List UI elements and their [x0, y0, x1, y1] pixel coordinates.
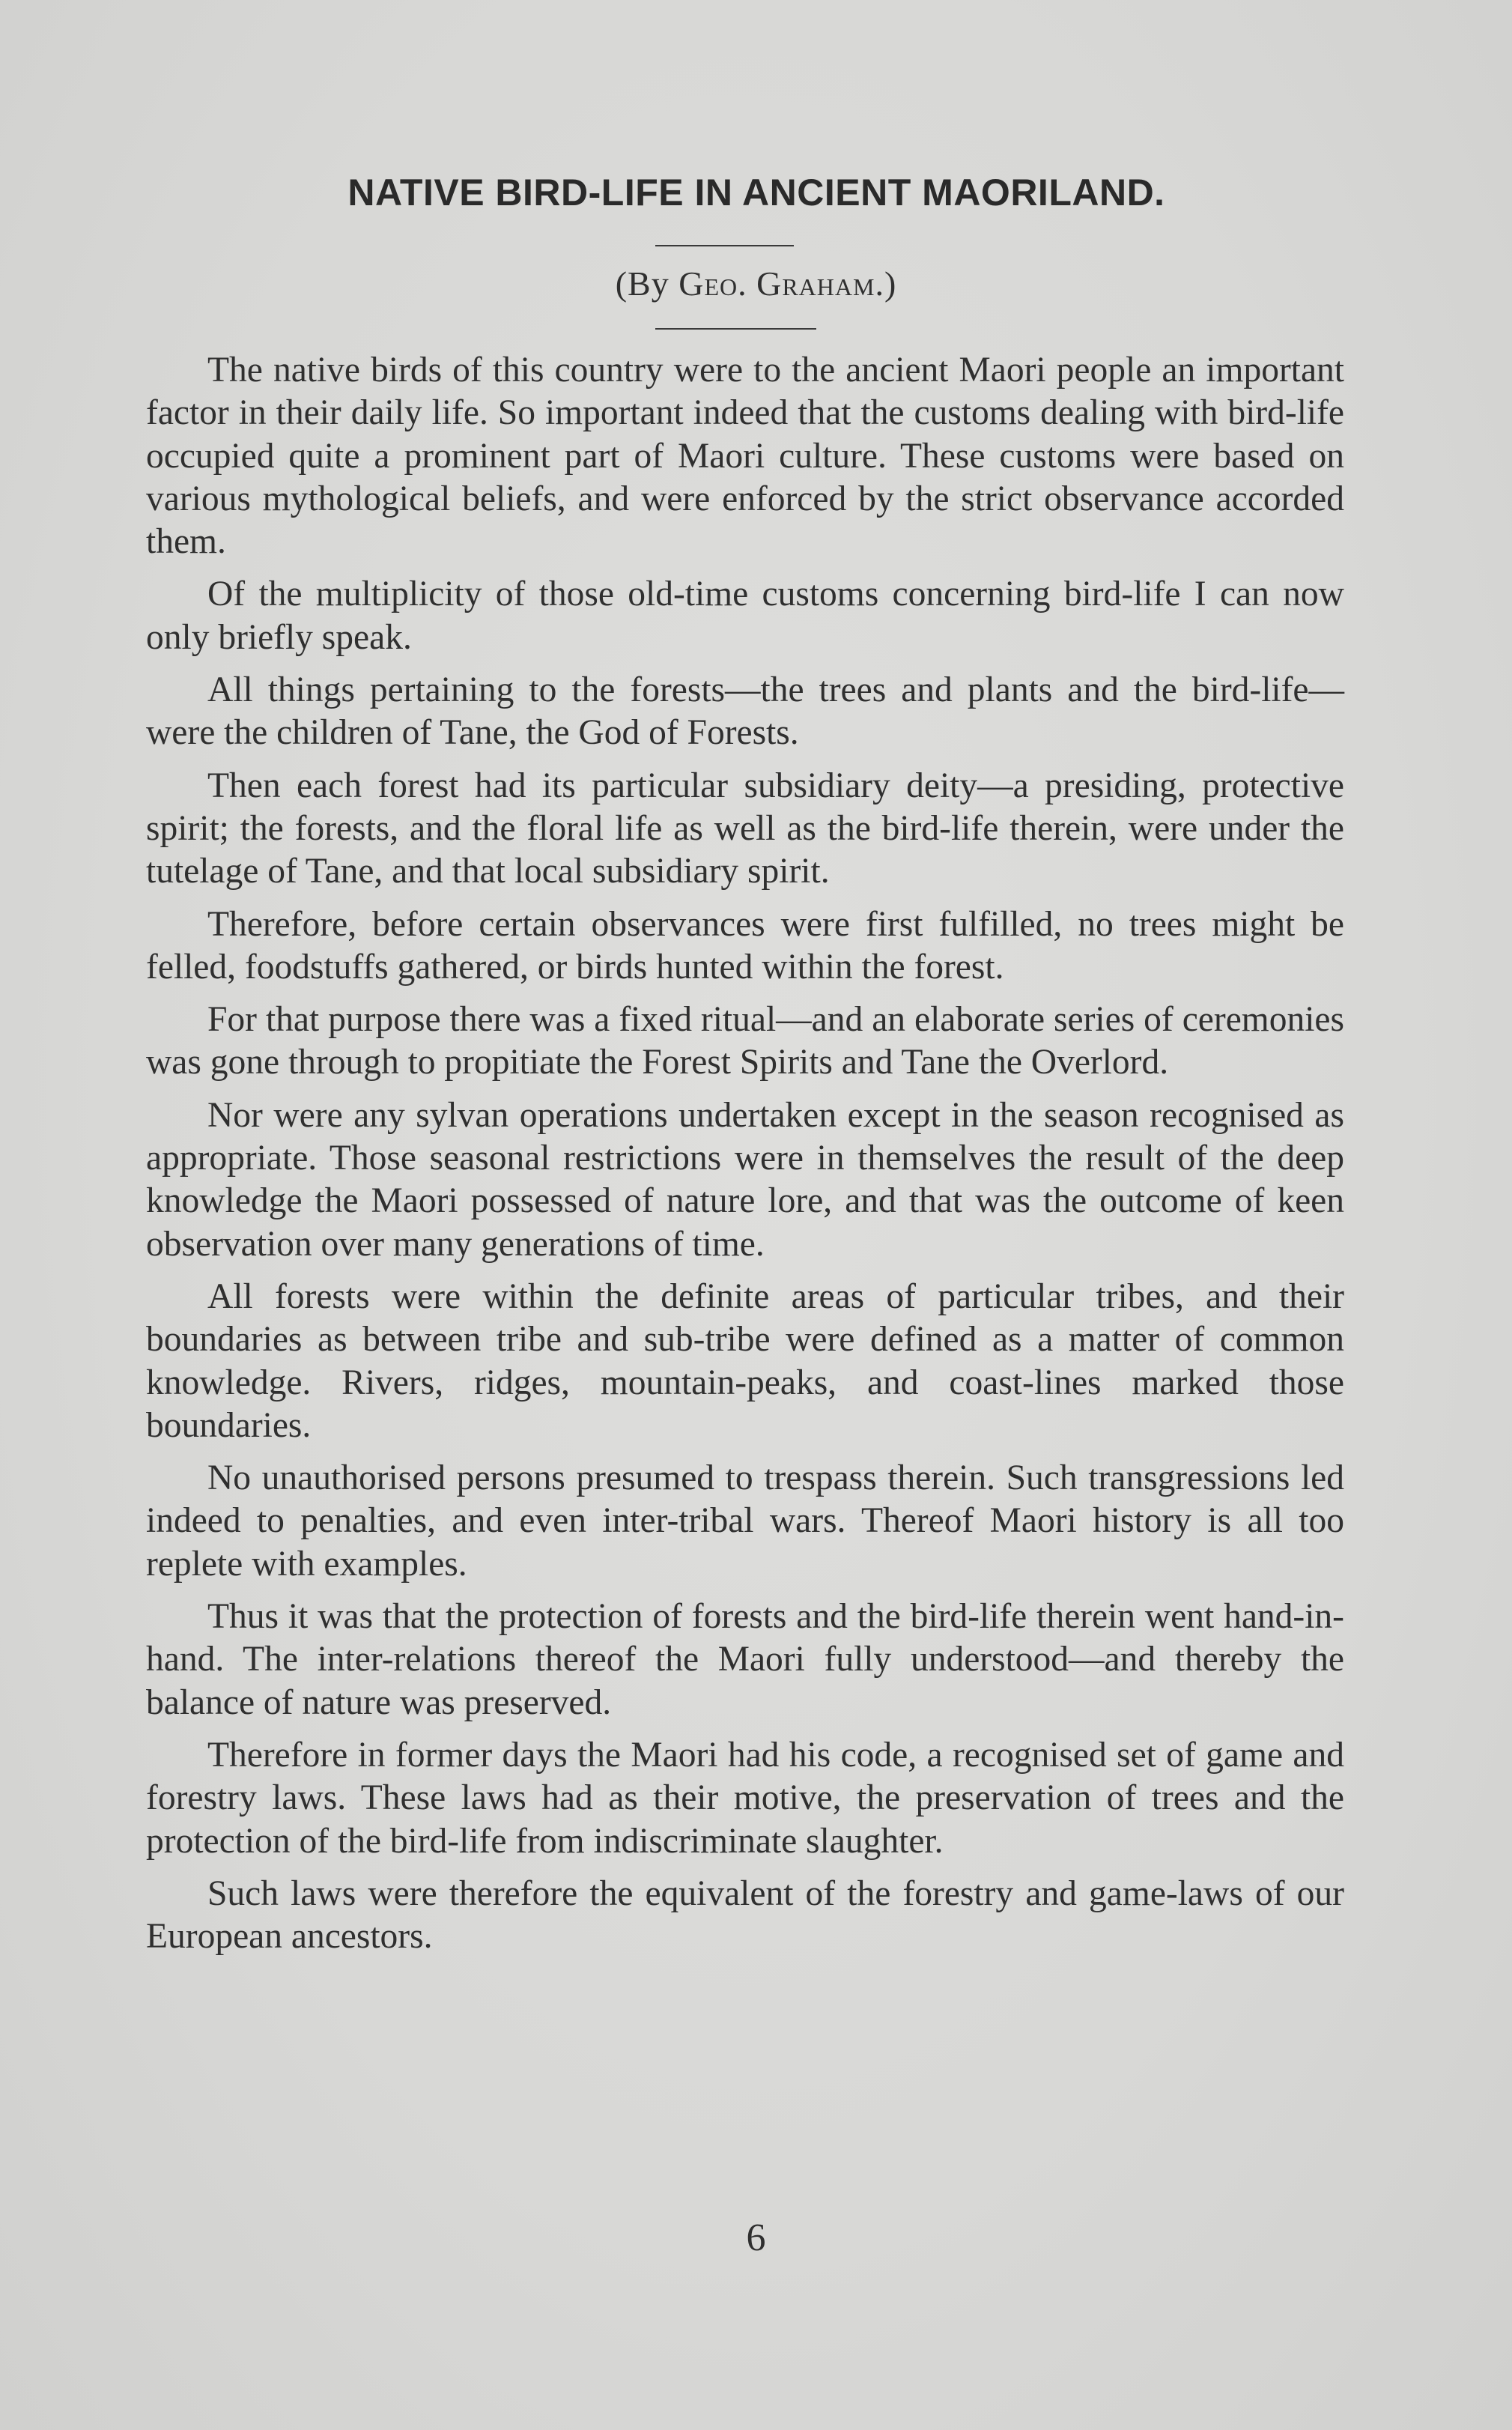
- paragraph: For that purpose there was a fixed ritual—and an elaborate series of ceremonies was gone through to propitiate the Forest Spirits and Tane the Overlord.: [146, 1000, 1344, 1082]
- paragraph: Therefore in former days the Maori had his code, a recognised set of game and forestry laws. These laws had as their motive, the preservation of trees and the protection of the bird-life from indiscriminate slaughter.: [146, 1735, 1344, 1861]
- title-divider: [655, 245, 794, 246]
- article-body: [146, 349, 1344, 1968]
- paragraph: No unauthorised persons presumed to trespass therein. Such transgressions led indeed to penalties, and even inter-tribal wars. Thereof Maori history is all too replete with examples.: [146, 1458, 1344, 1584]
- byline-divider: [655, 328, 816, 330]
- article-title: NATIVE BIRD-LIFE IN ANCIENT MAORILAND.: [347, 172, 1165, 213]
- author-byline: [0, 264, 1512, 303]
- byline-close: ): [884, 264, 897, 303]
- paragraph: The native birds of this country were to the ancient Maori people an important factor in their daily life. So important indeed that the customs dealing with bird-life occupied quite a prominent part of Maori culture. These customs were based on various mythological beliefs, and were enforced by the strict observance accorded them.: [146, 351, 1344, 562]
- page-number: 6: [746, 2217, 766, 2259]
- paragraph: Therefore, before certain observances were first fulfilled, no trees might be felled, foodstuffs gathered, or birds hunted within the forest.: [146, 904, 1344, 987]
- paragraph: All forests were within the definite areas of particular tribes, and their boundaries as between tribe and sub-tribe were defined as a matter of common knowledge. Rivers, ridges, mountain-peaks, and coast-lines marked those boundaries.: [146, 1276, 1344, 1445]
- paragraph: Nor were any sylvan operations undertaken except in the season recognised as appropriate. Those seasonal restrictions were in themselves the result of the deep knowledge the Maori possessed of nature lore, and that was the outcome of keen observation over many generations of time.: [146, 1095, 1344, 1264]
- paragraph: Then each forest had its particular subsidiary deity—a presiding, protective spirit; the forests, and the floral life as well as the bird-life therein, were under the tutelage of Tane, and that local subsidiary spirit.: [146, 766, 1344, 891]
- paragraph: All things pertaining to the forests—the trees and plants and the bird-life—were the children of Tane, the God of Forests.: [146, 670, 1344, 753]
- paragraph: Such laws were therefore the equivalent of the forestry and game-laws of our European ancestors.: [146, 1873, 1344, 1957]
- author-name: Geo. Graham.: [678, 264, 884, 303]
- paragraph: Thus it was that the protection of forests and the bird-life therein went hand-in-hand. The inter-relations thereof the Maori fully understood—and thereby the balance of nature was preserved.: [146, 1597, 1344, 1722]
- paragraph: Of the multiplicity of those old-time customs concerning bird-life I can now only briefly speak.: [146, 575, 1344, 657]
- byline-open: (By: [615, 264, 679, 303]
